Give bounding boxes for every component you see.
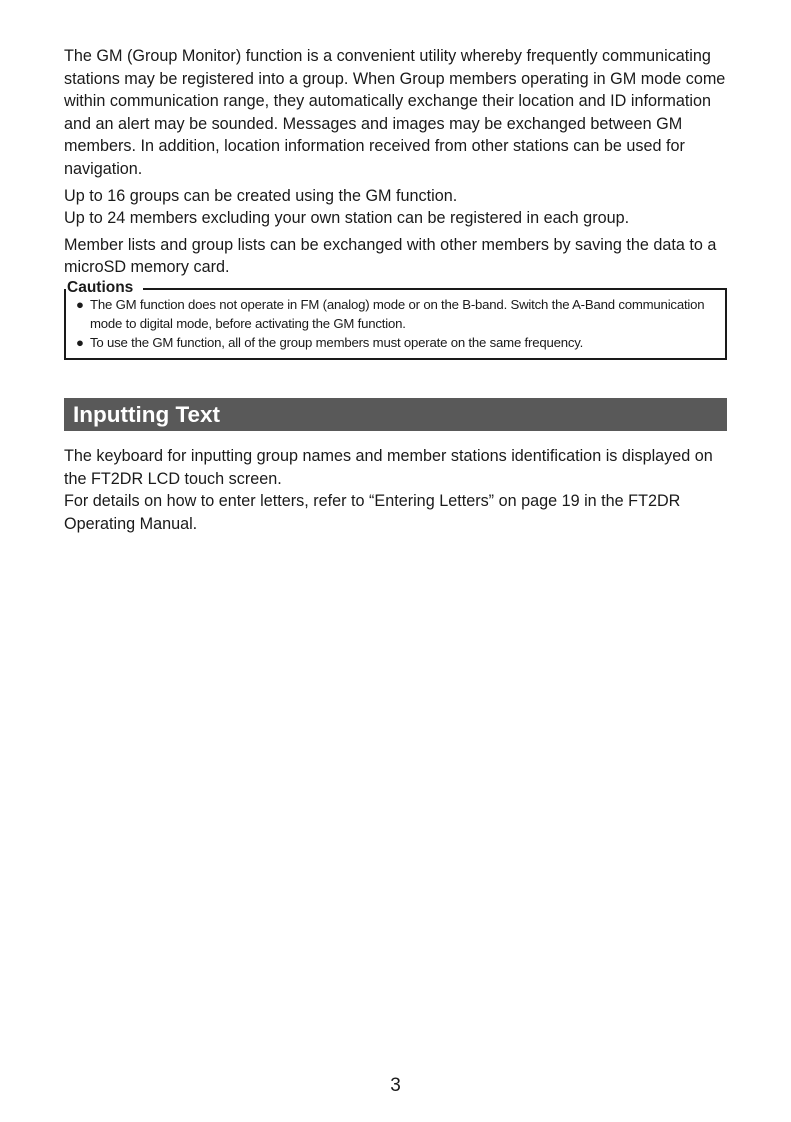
cautions-title: Cautions [67,279,137,297]
section-heading-inputting-text: Inputting Text [64,398,727,431]
intro-paragraph-group-limit: Up to 16 groups can be created using the GM function. [64,186,458,205]
section-paragraph-entering-letters: For details on how to enter letters, refer to “Entering Letters” on page 19 in the FT2DR Operating Manual. [64,492,681,533]
intro-paragraph-microsd: Member lists and group lists can be exchanged with other members by saving the data to a microSD memory card. [64,235,717,277]
bullet-icon: ● [76,334,84,350]
caution-item-text: The GM function does not operate in FM (analog) mode or on the B-band. Switch the A-Band communication mode to digital mode, before activating the GM function. [90,296,705,331]
cautions-left-border [64,298,66,360]
intro-paragraph-gm-function: The GM (Group Monitor) function is a convenient utility whereby frequently communicating stations may be registered into a group. When Group members operating in GM mode come within communication range, they automatically exchange their location and ID information and an alert may be sounded. Messages and images may be exchanged between GM members. In addition, location information received from other stations can be used for navigation. [64,47,726,178]
caution-item [72,333,715,352]
section-paragraph-keyboard: The keyboard for inputting group names and member stations identification is displayed on the FT2DR LCD touch screen. [64,446,713,488]
page-content [64,45,727,535]
intro-paragraph-member-limit: Up to 24 members excluding your own station can be registered in each group. [64,209,630,228]
page-number: 3 [390,1075,401,1096]
caution-item-text: To use the GM function, all of the group members must operate on the same frequency. [90,334,584,350]
cautions-top-border [143,288,727,290]
cautions-box [64,278,727,360]
cautions-list [72,295,715,352]
section-body [64,445,727,535]
bullet-icon: ● [76,296,84,312]
caution-item [72,295,715,333]
